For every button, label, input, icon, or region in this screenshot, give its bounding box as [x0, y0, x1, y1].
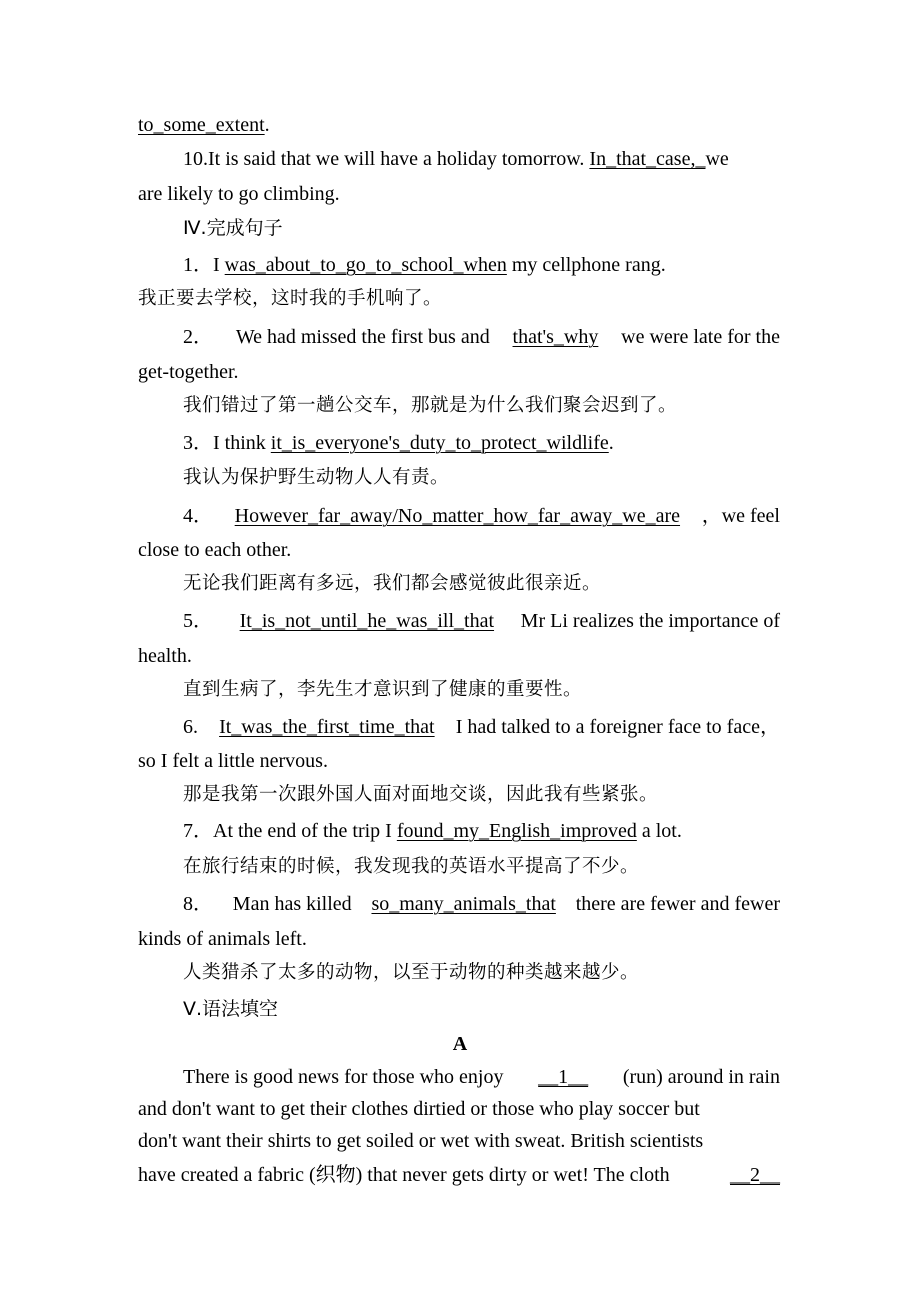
passage-heading: A	[452, 1033, 468, 1055]
section-4-heading: Ⅳ.完成句子	[183, 217, 283, 239]
passage-line-1: There is good news for those who enjoy __1__ (run) around in rain	[183, 1066, 780, 1088]
answer-blank: However_far_away/No_matter_how_far_away_we_are	[234, 505, 681, 527]
sentence-4: 4． However_far_away/No_matter_how_far_away_we_are ，we feel	[183, 505, 780, 527]
answer-blank: to_some_extent	[138, 114, 265, 136]
sentence-5: 5． It_is_not_until_he_was_ill_that Mr Li realizes the importance of	[183, 610, 780, 632]
sentence-6-cn: 那是我第一次跟外国人面对面地交谈，因此我有些紧张。	[183, 784, 659, 805]
sentence-2-cn: 我们错过了第一趟公交车，那就是为什么我们聚会迟到了。	[183, 395, 678, 416]
line-to-some-extent: to_some_extent.	[138, 114, 270, 136]
sentence-3: 3．I think it_is_everyone's_duty_to_protect_wildlife.	[183, 432, 614, 454]
passage-line-2: and don't want to get their clothes dirtied or those who play soccer but	[138, 1098, 700, 1120]
answer-blank: it_is_everyone's_duty_to_protect_wildlife	[270, 432, 609, 454]
passage-line-3: don't want their shirts to get soiled or wet with sweat. British scientists	[138, 1130, 704, 1152]
answer-blank: was_about_to_go_to_school_when	[224, 254, 507, 276]
sentence-5-cont: health.	[138, 645, 192, 667]
question-10-cont: are likely to go climbing.	[138, 183, 340, 205]
sentence-6-cont: so I felt a little nervous.	[138, 750, 328, 772]
answer-blank: It_is_not_until_he_was_ill_that	[239, 610, 495, 632]
sentence-4-cont: close to each other.	[138, 539, 292, 561]
blank-1: __1__	[538, 1066, 589, 1088]
passage-line-4: have created a fabric (织物) that never gets dirty or wet! The cloth __2__	[138, 1164, 780, 1186]
sentence-8: 8． Man has killed so_many_animals_that there are fewer and fewer	[183, 893, 780, 915]
sentence-7-cn: 在旅行结束的时候，我发现我的英语水平提高了不少。	[183, 856, 640, 877]
blank-2: __2__	[730, 1164, 780, 1186]
answer-blank: that's_why	[512, 326, 599, 348]
sentence-1-cn: 我正要去学校，这时我的手机响了。	[138, 288, 443, 309]
question-10: 10.It is said that we will have a holiday tomorrow. In_that_case,_we	[183, 148, 729, 170]
sentence-8-cont: kinds of animals left.	[138, 928, 307, 950]
sentence-6: 6. It_was_the_first_time_that I had talked to a foreigner face to face，	[183, 716, 780, 738]
section-5-heading: Ⅴ.语法填空	[183, 998, 279, 1020]
answer-blank: In_that_case,_	[589, 148, 706, 170]
answer-blank: It_was_the_first_time_that	[219, 716, 435, 738]
sentence-4-cn: 无论我们距离有多远，我们都会感觉彼此很亲近。	[183, 573, 602, 594]
sentence-2: 2． We had missed the first bus and that's_why we were late for the	[183, 326, 780, 348]
sentence-3-cn: 我认为保护野生动物人人有责。	[183, 467, 450, 488]
sentence-5-cn: 直到生病了，李先生才意识到了健康的重要性。	[183, 679, 583, 700]
sentence-8-cn: 人类猎杀了太多的动物，以至于动物的种类越来越少。	[183, 962, 640, 983]
answer-blank: found_my_English_improved	[396, 820, 637, 842]
sentence-1: 1．I was_about_to_go_to_school_when my cellphone rang.	[183, 254, 666, 276]
sentence-7: 7．At the end of the trip I found_my_English_improved a lot.	[183, 820, 682, 842]
answer-blank: so_many_animals_that	[371, 893, 556, 915]
sentence-2-cont: get-together.	[138, 361, 239, 383]
